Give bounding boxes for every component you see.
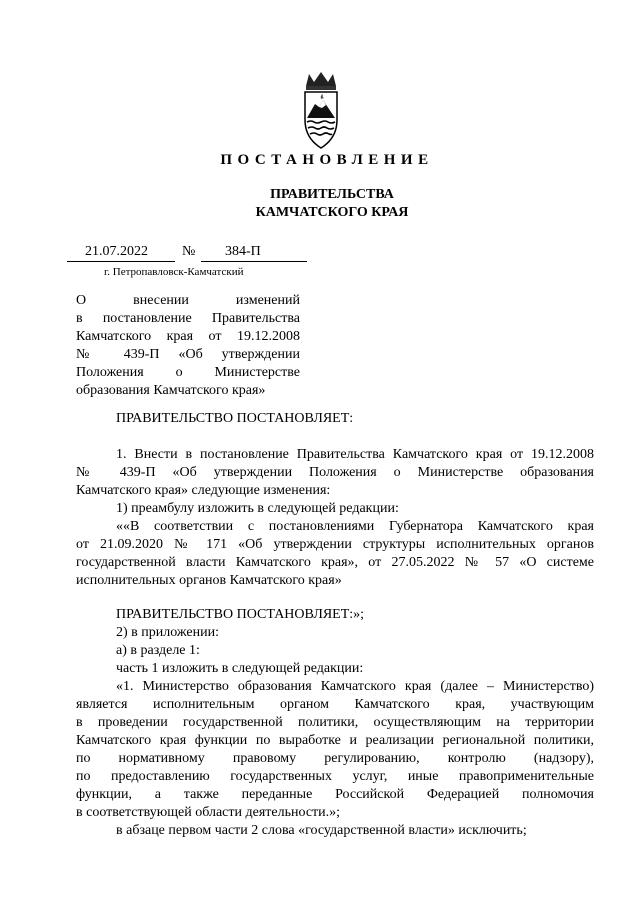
document-date: 21.07.2022 (85, 244, 148, 259)
title-line: Камчатского края от 19.12.2008 (76, 329, 300, 344)
body-line: от 21.09.2020 № 171 «Об утверждении структуры исполнительных органов (76, 537, 594, 552)
body-line: Камчатского края функции по выработке и реализации региональной политики, (76, 733, 594, 748)
body-line: в проведении государственной политики, осуществляющим на территории (76, 715, 594, 730)
document-title (76, 292, 300, 400)
body-line: «1. Министерство образования Камчатского края (далее – Министерство) (116, 679, 594, 694)
number-sign: № (182, 244, 196, 259)
document-number: 384-П (225, 244, 261, 259)
body-line: 2) в приложении: (116, 625, 219, 640)
body-line: государственной власти Камчатского края», от 27.05.2022 № 57 «О системе (76, 555, 594, 570)
document-type-heading: ПОСТАНОВЛЕНИЕ (220, 152, 434, 168)
resolves-heading: ПРАВИТЕЛЬСТВО ПОСТАНОВЛЯЕТ: (116, 411, 354, 426)
document-date-number (67, 244, 307, 264)
body-line: 1. Внести в постановление Правительства Камчатского края от 19.12.2008 (116, 447, 594, 462)
date-underline (67, 261, 175, 262)
body-line: исполнительных органов Камчатского края» (76, 573, 342, 588)
title-line: № 439-П «Об утверждении (76, 347, 300, 362)
body-line: № 439-П «Об утверждении Положения о Министерстве образования (76, 465, 594, 480)
body-line: Камчатского края» следующие изменения: (76, 483, 331, 498)
title-line: образования Камчатского края» (76, 383, 266, 398)
body-line: 1) преамбулу изложить в следующей редакции: (116, 501, 399, 516)
body-line: по нормативному правовому регулированию, контролю (надзору), (76, 751, 594, 766)
body-line: в соответствующей области деятельности.»; (76, 805, 341, 820)
authority-line-1: ПРАВИТЕЛЬСТВА (270, 187, 394, 202)
title-line: Положения о Министерстве (76, 365, 300, 380)
body-line: ««В соответствии с постановлениями Губернатора Камчатского края (116, 519, 594, 534)
authority-line-2: КАМЧАТСКОГО КРАЯ (255, 205, 409, 220)
body-line: в абзаце первом части 2 слова «государственной власти» исключить; (116, 823, 527, 838)
body-line: является исполнительным органом Камчатского края, участвующим (76, 697, 594, 712)
body-line: часть 1 изложить в следующей редакции: (116, 661, 364, 676)
body-line: функции, а также переданные Российской Федерацией полномочия (76, 787, 594, 802)
title-line: в постановление Правительства (76, 311, 300, 326)
body-line: по предоставлению государственных услуг, иные правоприменительные (76, 769, 594, 784)
body-line: а) в разделе 1: (116, 643, 200, 658)
kamchatka-coat-of-arms-emblem (302, 72, 340, 150)
place-of-issue: г. Петропавловск-Камчатский (104, 266, 244, 278)
title-line: О внесении изменений (76, 293, 300, 308)
issuing-authority (0, 186, 640, 222)
body-line: ПРАВИТЕЛЬСТВО ПОСТАНОВЛЯЕТ:»; (116, 607, 365, 622)
number-underline (201, 261, 307, 262)
